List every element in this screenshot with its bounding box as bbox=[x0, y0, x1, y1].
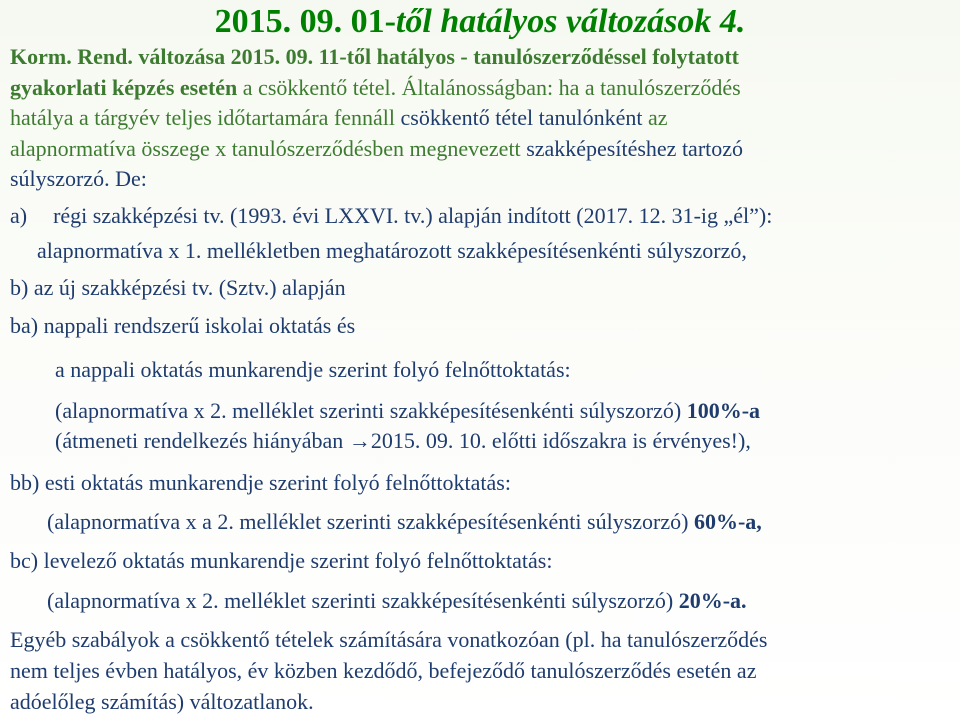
item-a-marker: a) bbox=[10, 203, 28, 228]
item-ba-line-1: ba) nappali rendszerű iskolai oktatás és bbox=[10, 313, 356, 338]
intro-line-5: súlyszorzó. De: bbox=[10, 166, 147, 191]
item-bb-line-1: bb) esti oktatás munkarendje szerint folyó felnőttoktatás: bbox=[10, 470, 511, 495]
item-bc-line-2-text: (alapnormatíva x 2. melléklet szerinti szakképesítésenkénti súlyszorzó) bbox=[47, 588, 679, 613]
other-line-2: nem teljes évben hatályos, év közben kezdődő, befejeződő tanulószerződés esetén az bbox=[10, 658, 757, 683]
intro-line-3 bbox=[10, 105, 668, 131]
intro-line-4 bbox=[10, 136, 743, 162]
other-line-3: adóelőleg számítás) változatlanok. bbox=[10, 689, 314, 714]
other-line-1: Egyéb szabályok a csökkentő tételek számítására vonatkozóan (pl. ha tanulószerződés bbox=[10, 627, 768, 652]
intro-line-3-end: az bbox=[642, 105, 668, 130]
item-bc-line-2 bbox=[47, 588, 747, 614]
item-bb-line-2-text: (alapnormatíva x a 2. melléklet szerinti szakképesítésenkénti súlyszorzó) bbox=[47, 509, 694, 534]
page-title bbox=[0, 2, 960, 42]
intro-line-3-start: hatálya a tárgyév teljes időtartamára fennáll bbox=[10, 105, 401, 130]
item-ba-line-2: a nappali oktatás munkarendje szerint folyó felnőttoktatás: bbox=[55, 357, 571, 382]
item-a-line-1 bbox=[10, 203, 772, 229]
item-bb-line-2 bbox=[47, 509, 762, 535]
item-ba-line-4 bbox=[55, 428, 751, 454]
item-bb-percent: 60%-a, bbox=[693, 509, 762, 534]
intro-line-2 bbox=[10, 75, 741, 101]
item-bc-percent: 20%-a. bbox=[678, 588, 747, 613]
item-ba-line-3-text: (alapnormatíva x 2. melléklet szerinti szakképesítésenkénti súlyszorzó) bbox=[55, 398, 687, 423]
item-a-line-2: alapnormatíva x 1. mellékletben meghatározott szakképesítésenkénti súlyszorzó, bbox=[37, 238, 747, 263]
title-main: 2015. 09. 01- bbox=[214, 3, 396, 40]
item-b-line-1: b) az új szakképzési tv. (Sztv.) alapján bbox=[10, 275, 346, 300]
item-ba-line-3 bbox=[55, 398, 760, 424]
intro-line-3-highlight: csökkentő tétel tanulónként bbox=[400, 105, 643, 130]
intro-line-2-rest: a csökkentő tétel. Általánosságban: ha a tanulószerződés bbox=[237, 75, 741, 100]
title-italic: től hatályos változások 4. bbox=[395, 3, 746, 40]
item-ba-line-4-text: (átmeneti rendelkezés hiányában bbox=[55, 428, 349, 453]
item-bc-line-1: bc) levelező oktatás munkarendje szerint folyó felnőttoktatás: bbox=[10, 548, 553, 573]
item-ba-line-4-date: 2015. 09. 10. előtti időszakra is érvényes!), bbox=[370, 428, 751, 453]
intro-line-4-highlight: szakképesítéshez tartozó bbox=[526, 136, 744, 161]
intro-line-2-highlight: gyakorlati képzés esetén bbox=[10, 75, 238, 100]
arrow-right-icon: → bbox=[348, 428, 371, 453]
intro-line-1: Korm. Rend. változása 2015. 09. 11-től hatályos - tanulószerződéssel folytatott bbox=[10, 44, 739, 69]
intro-line-4-start: alapnormatíva összege x tanulószerződésben megnevezett bbox=[10, 136, 527, 161]
item-ba-percent: 100%-a bbox=[686, 398, 761, 423]
item-a-text: régi szakképzési tv. (1993. évi LXXVI. tv.) alapján indított (2017. 12. 31-ig „él”): bbox=[53, 203, 773, 228]
